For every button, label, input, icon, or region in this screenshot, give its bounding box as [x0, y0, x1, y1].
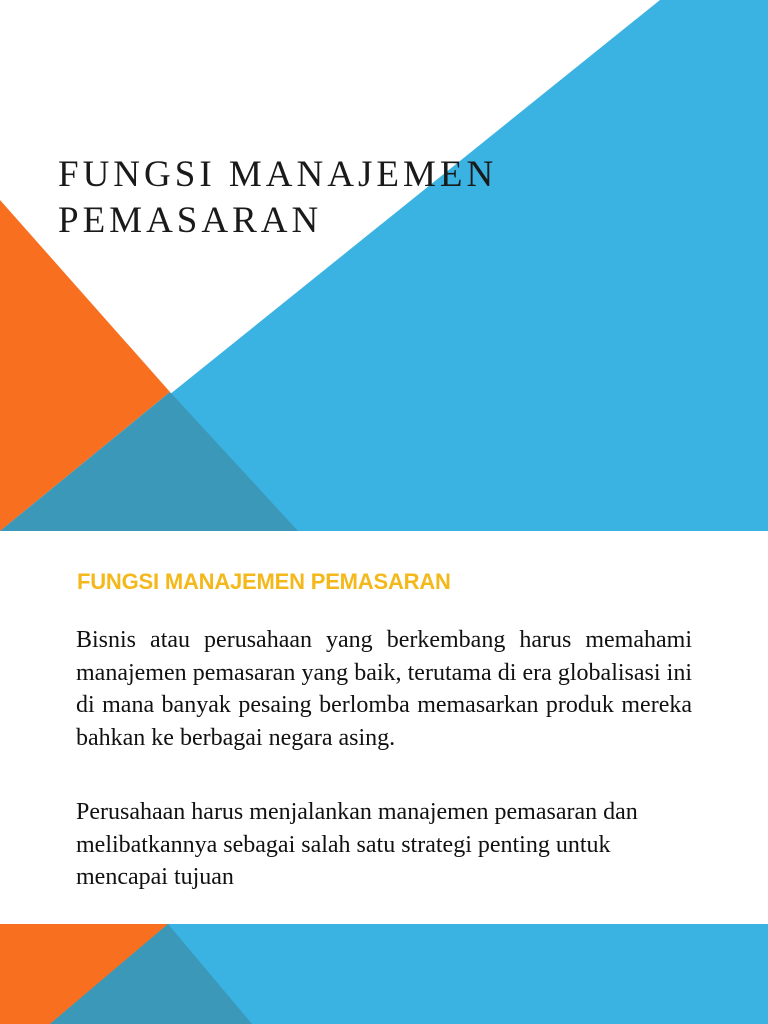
content-heading: FUNGSI MANAJEMEN PEMASARAN [77, 569, 451, 594]
next-slide-background [0, 924, 768, 1024]
next-slide-partial [0, 924, 768, 1024]
content-slide [0, 531, 768, 924]
slide-title [58, 152, 497, 244]
slide-title-line-2: PEMASARAN [58, 200, 323, 241]
paragraph-2: Perusahaan harus menjalankan manajemen pemasaran dan melibatkannya sebagai salah satu strategi penting untuk mencapai tujuan [76, 799, 638, 890]
paragraph-1: Bisnis atau perusahaan yang berkembang harus memahami manajemen pemasaran yang baik, terutama di era globalisasi ini di mana banyak pesaing berlomba memasarkan produk mereka bahkan ke berbagai negara asing. [76, 627, 692, 751]
slide-title-line-1: FUNGSI MANAJEMEN [58, 154, 498, 195]
